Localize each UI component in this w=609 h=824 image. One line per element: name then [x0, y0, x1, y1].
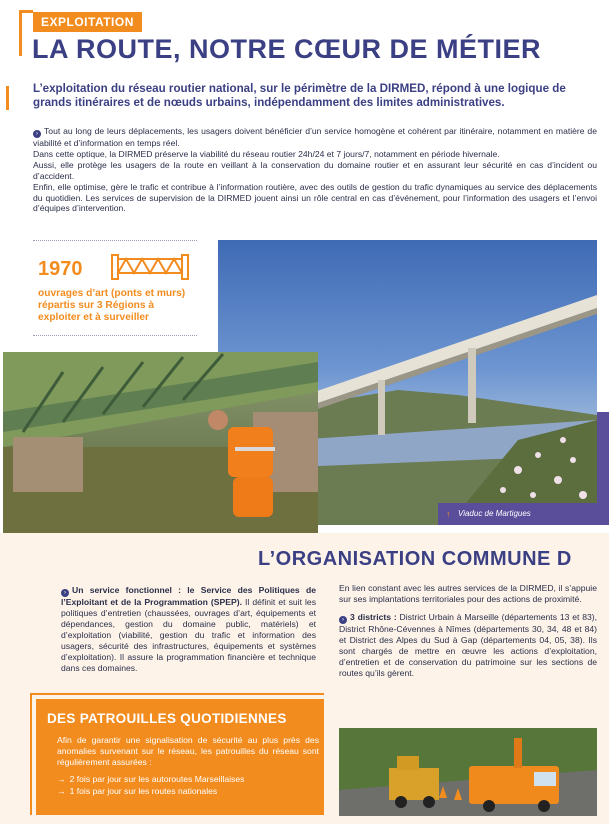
- chevron-right-icon: ›: [33, 130, 41, 138]
- patrol-trucks-photo: [339, 728, 597, 816]
- patrol-title: DES PATROUILLES QUOTIDIENNES: [47, 711, 287, 726]
- list-item: → 1 fois par jour sur les routes nationales: [57, 785, 319, 797]
- stat-label: ouvrages d’art (ponts et murs) répartis sur 3 Régions à exploiter et à surveiller: [38, 288, 186, 323]
- purple-accent-block: [597, 412, 609, 525]
- lead-accent-bar: [6, 86, 9, 110]
- section-kicker: EXPLOITATION: [33, 12, 142, 32]
- bridge-inspection-illustration: [3, 352, 318, 533]
- patrol-trucks-illustration: [339, 728, 597, 816]
- list-item: → 2 fois par jour sur les autoroutes Marseillaises: [57, 773, 319, 785]
- intro-paragraph-3: Aussi, elle protège les usagers de la route en veillant à la conservation du domaine routier et en assurant leur sécurité en cas d’incident ou d’accident.: [33, 159, 597, 181]
- districts-intro: En lien constant avec les autres services de la DIRMED, il s’appuie sur ses implantations territoriales pour des actions de proximité.: [339, 583, 597, 604]
- intro-paragraph-4: Enfin, elle optimise, gère le trafic et contribue à l’information routière, avec des outils de gestion du trafic dynamiques au service des déplacements du quotidien. Les services de supervision de la DIRMED jouent ainsi un rôle central en cas d’événement, pour l’information des usagers et l’envoi d’équipes d’intervention.: [33, 181, 597, 214]
- stat-number: 1970: [38, 258, 83, 280]
- intro-paragraph-2: Dans cette optique, la DIRMED préserve la viabilité du réseau routier 24h/24 et 7 jours/7, notamment en période hivernale.: [33, 148, 500, 159]
- patrol-list: [57, 773, 319, 797]
- intro-paragraph-1: › Tout au long de leurs déplacements, les usagers doivent bénéficier d’un service homogène et cohérent par itinéraire, notamment en matière de viabilité et d’information en temps réel.: [33, 126, 597, 148]
- title-bracket-decoration: [19, 10, 33, 56]
- chevron-right-icon: ›: [339, 616, 347, 624]
- stat-box: [33, 240, 197, 336]
- patrol-text: Afin de garantir une signalisation de sécurité au plus près des anomalies survenant sur le réseau, les patrouilles du réseau sont régulièrement assurées :: [57, 735, 319, 767]
- patrol-box: [36, 699, 324, 815]
- spep-paragraph: › Un service fonctionnel : le Service des Politiques de l’Exploitant et de la Programmation (SPEP). Il définit et suit les politiques d’entretien (chaussées, ouvrages d’art, équipements et dépendances, gestion du domaine public, matériels) et d’exploitation (viabilité, gestion du trafic et information des usagers, sécurité des infrastructures, équipements et systèmes d’exploitation). Il assure la programmation financière et technique dans ces domaines.: [61, 585, 316, 673]
- arrow-up-icon: ↑: [446, 509, 451, 519]
- districts-column: [339, 583, 597, 679]
- page-title: LA ROUTE, NOTRE CŒUR DE MÉTIER: [32, 34, 542, 64]
- chevron-right-icon: ›: [61, 589, 69, 597]
- intro-text: [33, 126, 597, 214]
- bridge-icon: [111, 251, 189, 281]
- section-title: L’ORGANISATION COMMUNE D: [258, 548, 572, 570]
- bridge-inspection-photo: [3, 352, 318, 533]
- lead-paragraph: L’exploitation du réseau routier national, sur le périmètre de la DIRMED, répond à une logique de grands itinéraires et de nœuds urbains, indépendamment des limites administratives.: [33, 82, 566, 109]
- photo-caption: ↑ Viaduc de Martigues: [438, 503, 597, 525]
- districts-paragraph: › 3 districts : District Urbain à Marseille (départements 13 et 83), District Rhône-Cévennes à Nîmes (départements 30, 34, 48 et 84) et District des Alpes du Sud à Gap (départements 04, 05, 38). Ils sont chargés de mettre en œuvre les actions d’exploitation, d’entretien et de conservation du patrimoine sur les sections de routes qu’ils gèrent.: [339, 612, 598, 678]
